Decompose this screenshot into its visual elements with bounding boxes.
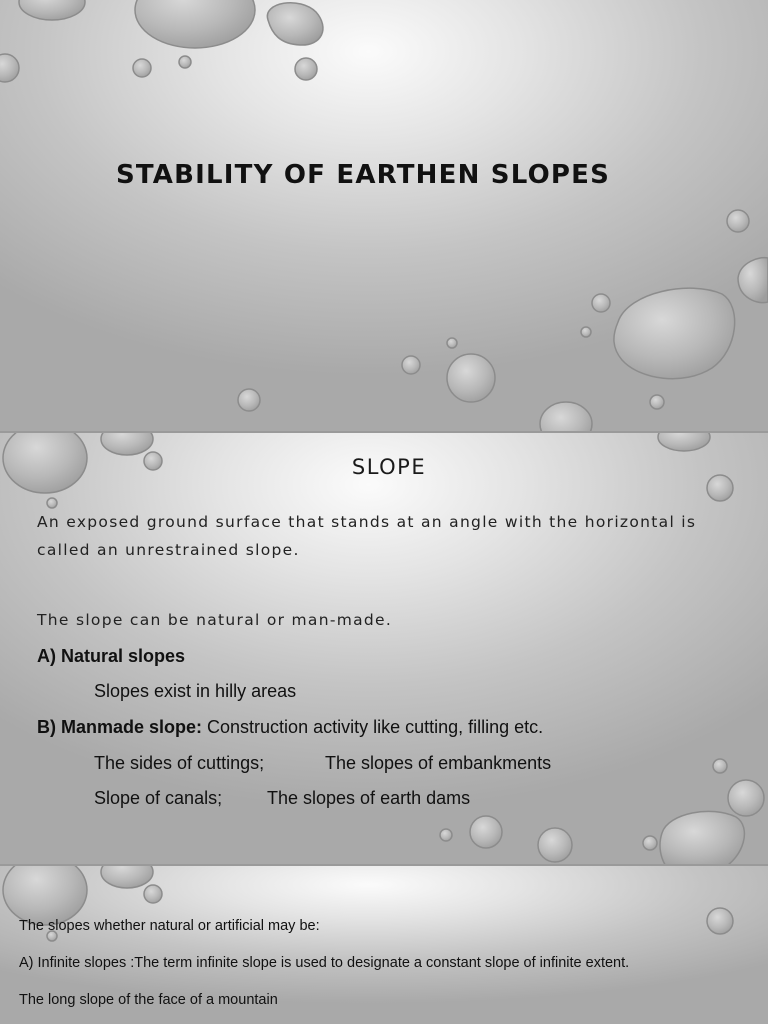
example-canals: Slope of canals; xyxy=(94,788,223,808)
example-embankments: The slopes of embankments xyxy=(325,753,552,773)
infinite-slopes-definition: A) Infinite slopes :The term infinite slope is used to designate a constant slope of infinite extent. xyxy=(19,955,630,971)
slide-slope xyxy=(0,433,768,864)
water-drops-decoration xyxy=(0,0,768,431)
slide-title-text: STABILITY OF EARTHEN SLOPES xyxy=(115,160,611,190)
slide-slope-types xyxy=(0,866,768,1024)
slide-title xyxy=(0,0,768,431)
slope-types-intro: The slope can be natural or man-made. xyxy=(37,611,393,629)
slide-heading: SLOPE xyxy=(351,455,427,479)
slope-classification-intro: The slopes whether natural or artificial may be: xyxy=(19,918,320,934)
manmade-slope-heading: B) Manmade slope: xyxy=(37,717,203,737)
slope-definition: An exposed ground surface that stands at an angle with the horizontal is called an unrestrained slope. xyxy=(37,513,697,559)
manmade-slope-line xyxy=(37,717,543,738)
example-cuttings: The sides of cuttings; xyxy=(94,753,265,773)
manmade-slope-description: Construction activity like cutting, filling etc. xyxy=(202,717,544,737)
natural-slopes-example: Slopes exist in hilly areas xyxy=(94,681,297,701)
natural-slopes-heading: A) Natural slopes xyxy=(37,646,186,666)
infinite-slope-example: The long slope of the face of a mountain xyxy=(19,992,278,1008)
example-earth-dams: The slopes of earth dams xyxy=(267,788,471,808)
